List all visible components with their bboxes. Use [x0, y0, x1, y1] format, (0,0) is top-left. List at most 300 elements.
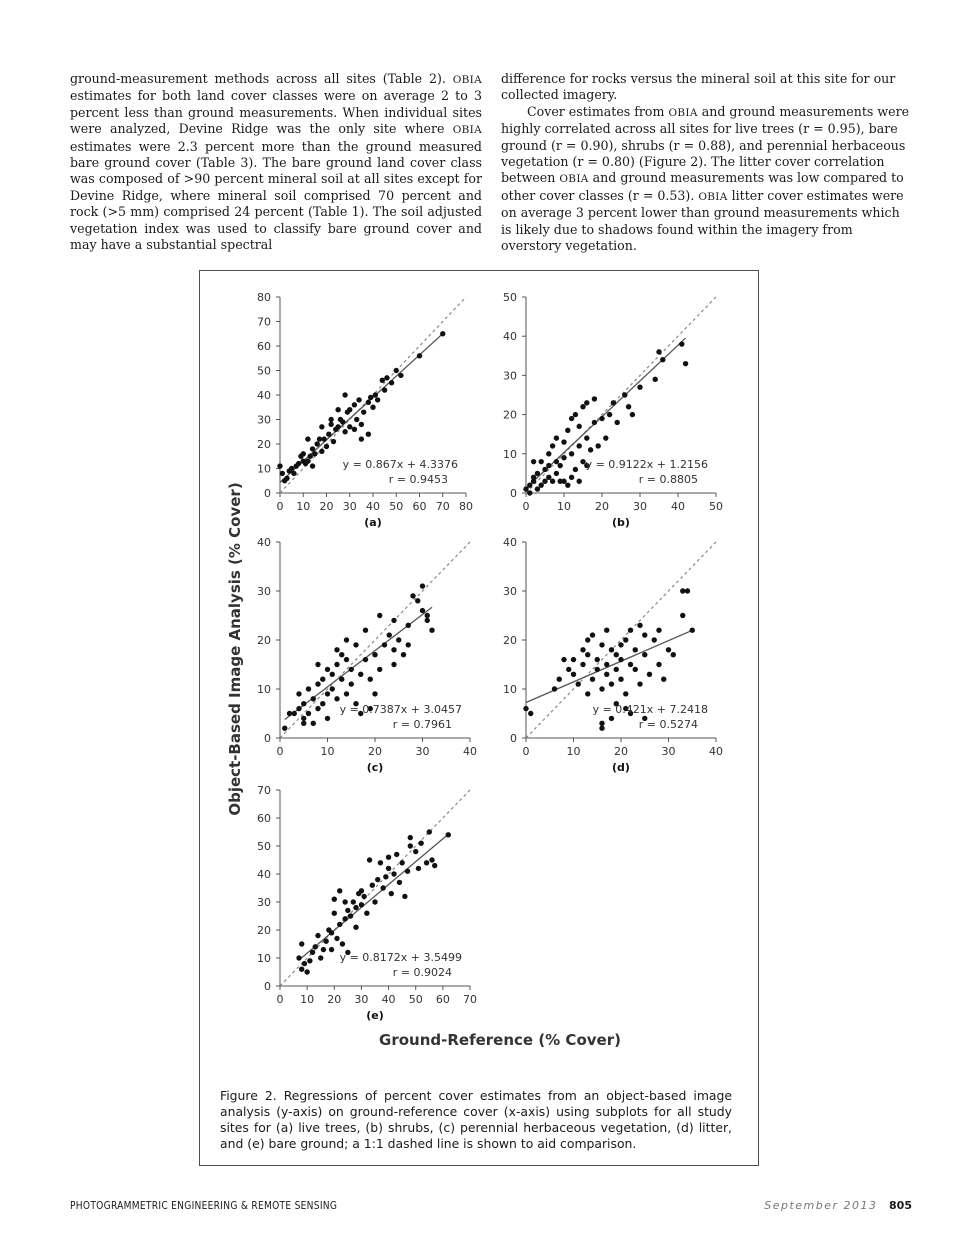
x-tick-label: 0 [522, 500, 530, 513]
data-point [666, 647, 671, 652]
data-point [310, 950, 315, 955]
data-point [356, 397, 361, 402]
y-tick-label: 30 [503, 369, 517, 383]
data-point [380, 378, 385, 383]
data-point [585, 637, 590, 642]
data-point [647, 672, 652, 677]
data-point [302, 961, 307, 966]
y-tick-label: 10 [503, 683, 517, 696]
x-tick-label: 50 [389, 500, 404, 513]
data-point [310, 446, 315, 451]
y-tick-label: 20 [257, 438, 271, 451]
data-point [389, 380, 394, 385]
data-point [585, 691, 590, 696]
data-point [315, 681, 320, 686]
data-point [386, 855, 391, 860]
data-point [347, 424, 352, 429]
data-point [366, 400, 371, 405]
x-tick-label: 50 [709, 500, 723, 513]
data-point [370, 405, 375, 410]
data-point [284, 476, 289, 481]
data-point [368, 395, 373, 400]
data-point [329, 947, 334, 952]
data-point [304, 969, 309, 974]
data-point [554, 471, 559, 476]
data-point [372, 652, 377, 657]
data-point [429, 857, 434, 862]
data-point [280, 471, 285, 476]
data-point [595, 657, 600, 662]
data-point [305, 436, 310, 441]
data-point [402, 894, 407, 899]
data-point [550, 479, 555, 484]
data-point [539, 459, 544, 464]
data-point [531, 475, 536, 480]
data-point [417, 353, 422, 358]
data-point [375, 397, 380, 402]
data-point [328, 422, 333, 427]
data-point [416, 866, 421, 871]
regression-equation: y = 0.9122x + 1.2156 [585, 458, 708, 471]
data-point [656, 628, 661, 633]
x-tick-label: 70 [463, 993, 477, 1006]
data-point [565, 482, 570, 487]
data-point [310, 463, 315, 468]
panel-label: (e) [366, 1009, 384, 1022]
y-tick-label: 70 [257, 315, 271, 329]
page-footer [764, 1199, 912, 1212]
data-point [539, 482, 544, 487]
x-tick-label: 20 [327, 993, 342, 1006]
x-tick-label: 0 [522, 745, 530, 758]
data-point [599, 686, 604, 691]
y-tick-label: 50 [257, 364, 271, 378]
x-tick-label: 70 [435, 500, 450, 513]
data-point [320, 701, 325, 706]
data-point [652, 637, 657, 642]
data-point [527, 490, 532, 495]
data-point [311, 721, 316, 726]
data-point [565, 428, 570, 433]
data-point [391, 647, 396, 652]
data-point [552, 686, 557, 691]
data-point [367, 857, 372, 862]
data-point [637, 384, 642, 389]
data-point [382, 387, 387, 392]
y-axis-title: Object-Based Image Analysis (% Cover) [226, 482, 244, 816]
data-point [377, 667, 382, 672]
data-point [623, 691, 628, 696]
data-point [287, 711, 292, 716]
data-point [277, 463, 282, 468]
x-tick-label: 10 [566, 745, 581, 758]
data-point [299, 941, 304, 946]
data-point [329, 930, 334, 935]
y-tick-label: 40 [503, 536, 517, 549]
data-point [633, 647, 638, 652]
x-tick-label: 40 [381, 993, 396, 1006]
data-point [335, 424, 340, 429]
data-point [353, 642, 358, 647]
data-point [656, 662, 661, 667]
data-point [394, 368, 399, 373]
data-point [315, 662, 320, 667]
x-tick-label: 30 [354, 993, 369, 1006]
data-point [653, 377, 658, 382]
chart-panel [503, 291, 723, 529]
data-point [361, 894, 366, 899]
correlation-label: r = 0.9024 [392, 966, 452, 979]
data-point [349, 681, 354, 686]
data-point [340, 941, 345, 946]
x-tick-label: 80 [459, 500, 473, 513]
data-point [660, 357, 665, 362]
data-point [569, 451, 574, 456]
data-point [373, 392, 378, 397]
correlation-label: r = 0.8805 [638, 473, 698, 486]
data-point [319, 449, 324, 454]
data-point [317, 436, 322, 441]
x-tick-label: 30 [415, 745, 430, 758]
x-tick-label: 20 [614, 745, 628, 758]
data-point [394, 852, 399, 857]
x-axis-title: Ground-Reference (% Cover) [379, 1031, 621, 1049]
data-point [332, 911, 337, 916]
x-tick-label: 30 [661, 745, 676, 758]
data-point [375, 877, 380, 882]
data-point [661, 677, 666, 682]
data-point [628, 662, 633, 667]
data-point [339, 677, 344, 682]
data-point [382, 642, 387, 647]
data-point [315, 933, 320, 938]
data-point [363, 657, 368, 662]
data-point [348, 913, 353, 918]
data-point [396, 637, 401, 642]
data-point [323, 939, 328, 944]
data-point [557, 677, 562, 682]
data-point [352, 402, 357, 407]
y-tick-label: 40 [257, 536, 271, 549]
panel-label: (d) [612, 761, 630, 774]
paragraph: ground-measurement methods across all sites (Table 2). OBIA estimates for both land cover classes were on average 2 to 3 percent less than ground measurements. When individual sites were analyzed, Devine Ridge was the only site where OBIA estimates were 2.3 percent more than the ground measured bare ground cover (Table 3). The bare ground land cover class was composed of >90 percent mineral soil at all sites except for Devine Ridge, where mineral soil comprised 70 percent and rock (>5 mm) comprised 24 percent (Table 1). The soil adjusted vegetation index was used to classify bare ground cover and may have a substantial spectral [70, 71, 482, 253]
data-point [415, 598, 420, 603]
data-point [340, 419, 345, 424]
data-point [628, 628, 633, 633]
data-point [680, 613, 685, 618]
panel-label: (a) [364, 516, 382, 529]
data-point [306, 686, 311, 691]
data-point [408, 835, 413, 840]
y-tick-label: 50 [257, 840, 271, 853]
data-point [301, 701, 306, 706]
issue-date: September 2013 [764, 1199, 878, 1212]
data-point [334, 647, 339, 652]
data-point [546, 451, 551, 456]
data-point [432, 863, 437, 868]
data-point [542, 467, 547, 472]
data-point [410, 593, 415, 598]
paragraph: Cover estimates from OBIA and ground measurements were highly correlated across all sites for live trees (r = 0.95), bare ground (r = 0.90), shrubs (r = 0.88), and perennial herbaceous vegetation (r = 0.80) (Figure 2). The litter cover correlation between OBIA and ground measurements was low compared to other cover classes (r = 0.53). OBIA litter cover estimates were on average 3 percent lower than ground measurements which is likely due to shadows found within the imagery from overstory vegetation. [501, 103, 910, 254]
y-tick-label: 80 [257, 291, 271, 304]
regression-line [299, 834, 448, 960]
data-point [330, 672, 335, 677]
text-column-right [501, 71, 913, 254]
data-point [306, 711, 311, 716]
y-tick-label: 60 [257, 812, 271, 825]
y-tick-label: 0 [264, 487, 271, 500]
data-point [425, 613, 430, 618]
data-point [554, 435, 559, 440]
data-point [359, 902, 364, 907]
data-point [596, 443, 601, 448]
data-point [585, 652, 590, 657]
data-point [561, 657, 566, 662]
data-point [308, 454, 313, 459]
correlation-label: r = 0.5274 [638, 718, 698, 731]
x-tick-label: 0 [276, 745, 284, 758]
data-point [282, 726, 287, 731]
data-point [576, 681, 581, 686]
data-point [577, 424, 582, 429]
data-point [561, 439, 566, 444]
data-point [296, 461, 301, 466]
x-tick-label: 20 [319, 500, 334, 513]
data-point [618, 657, 623, 662]
data-point [528, 711, 533, 716]
x-tick-label: 10 [300, 993, 315, 1006]
data-point [325, 691, 330, 696]
data-point [418, 841, 423, 846]
data-point [683, 361, 688, 366]
data-point [334, 662, 339, 667]
data-point [401, 652, 406, 657]
y-tick-label: 0 [510, 732, 517, 745]
data-point [630, 412, 635, 417]
x-tick-label: 10 [296, 500, 311, 513]
data-point [391, 871, 396, 876]
data-point [550, 443, 555, 448]
x-tick-label: 40 [366, 500, 380, 513]
data-point [679, 341, 684, 346]
data-point [334, 696, 339, 701]
y-tick-label: 30 [257, 413, 271, 427]
data-point [339, 652, 344, 657]
data-point [535, 486, 540, 491]
chart-panel [257, 784, 477, 1022]
x-tick-label: 40 [709, 745, 723, 758]
x-tick-label: 0 [276, 500, 284, 513]
data-point [344, 637, 349, 642]
data-point [614, 667, 619, 672]
x-tick-label: 30 [342, 500, 357, 513]
data-point [633, 667, 638, 672]
data-point [599, 721, 604, 726]
chart-panel [503, 536, 723, 774]
y-tick-label: 10 [257, 462, 271, 476]
chart-panel [257, 291, 473, 529]
data-point [595, 667, 600, 672]
data-point [577, 479, 582, 484]
x-tick-label: 10 [557, 500, 571, 513]
data-point [387, 632, 392, 637]
data-point [353, 925, 358, 930]
data-point [542, 479, 547, 484]
data-point [342, 916, 347, 921]
data-point [325, 667, 330, 672]
data-point [386, 866, 391, 871]
data-point [330, 686, 335, 691]
data-point [292, 711, 297, 716]
x-tick-label: 50 [408, 993, 423, 1006]
data-point [399, 860, 404, 865]
data-point [366, 432, 371, 437]
data-point [342, 899, 347, 904]
y-tick-label: 0 [264, 980, 271, 993]
figure-plots [200, 271, 758, 1165]
data-point [569, 416, 574, 421]
data-point [344, 657, 349, 662]
figure-frame [199, 270, 759, 1166]
data-point [342, 392, 347, 397]
data-point [377, 613, 382, 618]
y-tick-label: 30 [257, 585, 271, 598]
data-point [566, 667, 571, 672]
data-point [523, 706, 528, 711]
data-point [354, 417, 359, 422]
data-point [554, 459, 559, 464]
correlation-label: r = 0.7961 [392, 718, 452, 731]
data-point [609, 716, 614, 721]
regression-equation: y = 0.867x + 4.3376 [342, 458, 458, 471]
data-point [353, 905, 358, 910]
y-tick-label: 10 [257, 683, 271, 696]
x-tick-label: 0 [276, 993, 284, 1006]
data-point [558, 463, 563, 468]
data-point [347, 407, 352, 412]
figure-caption: Figure 2. Regressions of percent cover estimates from an object-based image analysis (y-axis) on ground-reference cover (x-axis) using subplots for all study sites for (a) live trees, (b) shrubs, (c) perennial herbaceous vegetation, (d) litter, and (e) bare ground; a 1:1 dashed line is shown to aid comparison. [220, 1088, 732, 1151]
x-tick-label: 40 [463, 745, 477, 758]
data-point [321, 436, 326, 441]
data-point [311, 696, 316, 701]
data-point [351, 899, 356, 904]
data-point [359, 422, 364, 427]
data-point [296, 706, 301, 711]
data-point [391, 618, 396, 623]
data-point [527, 482, 532, 487]
data-point [334, 936, 339, 941]
data-point [383, 874, 388, 879]
panel-label: (c) [366, 761, 384, 774]
correlation-label: r = 0.9453 [388, 473, 448, 486]
data-point [315, 706, 320, 711]
data-point [569, 475, 574, 480]
data-point [623, 637, 628, 642]
data-point [427, 829, 432, 834]
data-point [531, 459, 536, 464]
data-point [405, 869, 410, 874]
y-tick-label: 30 [257, 896, 271, 909]
data-point [408, 843, 413, 848]
y-tick-label: 20 [503, 408, 517, 422]
data-point [363, 628, 368, 633]
data-point [359, 888, 364, 893]
data-point [332, 897, 337, 902]
text-column-left [70, 71, 482, 253]
data-point [584, 435, 589, 440]
data-point [642, 652, 647, 657]
data-point [318, 955, 323, 960]
data-point [599, 642, 604, 647]
data-point [291, 471, 296, 476]
data-point [561, 479, 566, 484]
data-point [335, 407, 340, 412]
data-point [429, 628, 434, 633]
x-tick-label: 40 [671, 500, 685, 513]
data-point [344, 691, 349, 696]
data-point [331, 439, 336, 444]
data-point [368, 677, 373, 682]
journal-name: PHOTOGRAMMETRIC ENGINEERING & REMOTE SENSING [70, 1199, 338, 1212]
data-point [313, 944, 318, 949]
data-point [546, 463, 551, 468]
chart-panel [257, 536, 477, 774]
data-point [301, 716, 306, 721]
data-point [592, 420, 597, 425]
data-point [301, 721, 306, 726]
data-point [637, 623, 642, 628]
data-point [580, 404, 585, 409]
paragraph: difference for rocks versus the mineral soil at this site for our collected imagery. [501, 71, 896, 103]
data-point [424, 860, 429, 865]
data-point [425, 618, 430, 623]
panel-label: (b) [612, 516, 630, 529]
data-point [326, 432, 331, 437]
y-tick-label: 0 [510, 487, 517, 500]
data-point [378, 860, 383, 865]
y-tick-label: 20 [503, 634, 517, 647]
data-point [307, 958, 312, 963]
data-point [289, 466, 294, 471]
data-point [604, 628, 609, 633]
data-point [580, 662, 585, 667]
data-point [315, 441, 320, 446]
data-point [561, 455, 566, 460]
data-point [370, 883, 375, 888]
data-point [609, 681, 614, 686]
y-tick-label: 30 [503, 585, 517, 598]
data-point [337, 922, 342, 927]
regression-equation: y = 0.421x + 7.2418 [592, 703, 708, 716]
data-point [622, 392, 627, 397]
data-point [321, 947, 326, 952]
y-tick-label: 40 [503, 330, 517, 344]
data-point [599, 726, 604, 731]
data-point [328, 417, 333, 422]
data-point [577, 443, 582, 448]
data-point [372, 691, 377, 696]
data-point [384, 375, 389, 380]
data-point [604, 672, 609, 677]
data-point [372, 899, 377, 904]
data-point [406, 642, 411, 647]
data-point [603, 435, 608, 440]
data-point [656, 349, 661, 354]
data-point [349, 667, 354, 672]
y-tick-label: 60 [257, 340, 271, 353]
x-tick-label: 20 [595, 500, 609, 513]
data-point [296, 691, 301, 696]
